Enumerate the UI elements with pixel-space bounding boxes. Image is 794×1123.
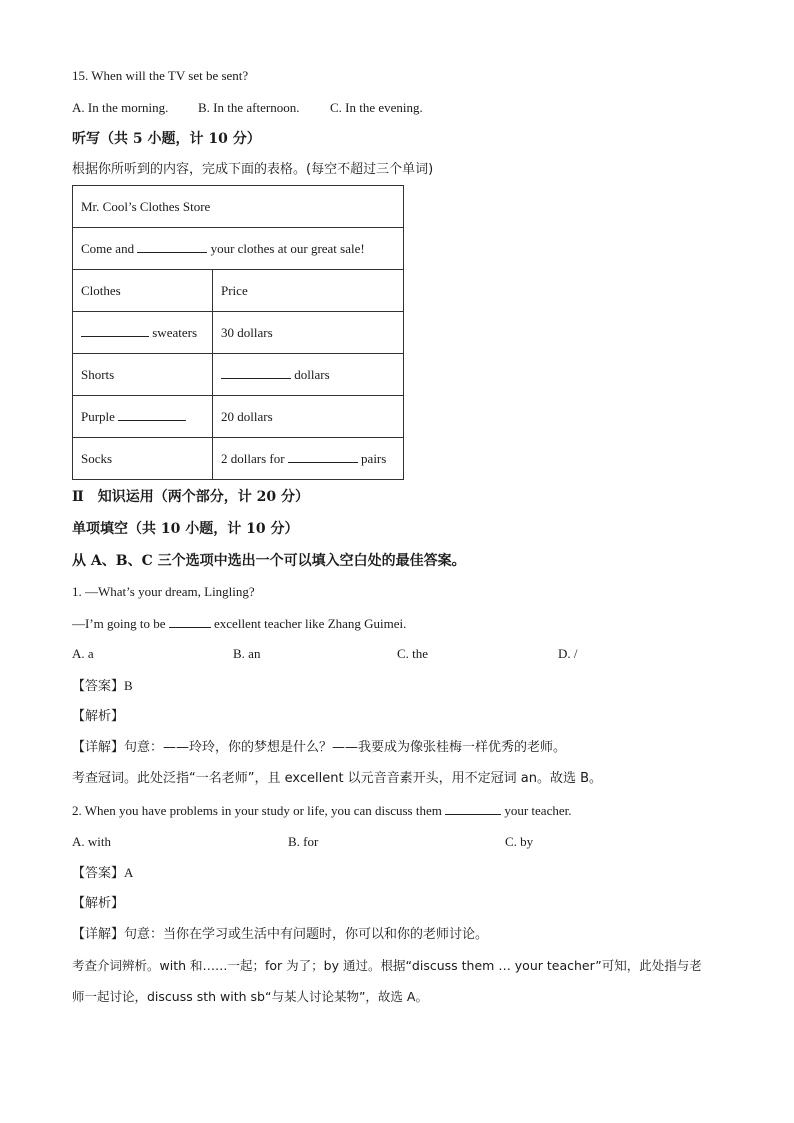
- q1-line-1: 1. —What’s your dream, Lingling?: [72, 584, 255, 599]
- q2-answer: 【答案】A: [72, 865, 134, 881]
- section-2-instruction: 从 A、B、C 三个选项中选出一个可以填入空白处的最佳答案。: [72, 553, 466, 569]
- q2-analysis-label: 【解析】: [72, 896, 125, 911]
- answer-blank[interactable]: [137, 240, 207, 253]
- table-row: sweaters 30 dollars: [73, 312, 404, 354]
- table-title: Mr. Cool’s Clothes Store: [73, 186, 404, 228]
- q1-option-b: B. an: [233, 646, 261, 661]
- table-sale-line: Come and your clothes at our great sale!: [73, 228, 404, 270]
- answer-blank[interactable]: [118, 408, 186, 421]
- q1-explanation: 考查冠词。此处泛指“一名老师”，且 excellent 以元音音素开头，用不定冠词 an。故选 B。: [72, 771, 603, 786]
- q2-option-c: C. by: [505, 834, 534, 849]
- table-row: Purple 20 dollars: [73, 396, 404, 438]
- q1-option-a: A. a: [72, 646, 94, 661]
- section-2-heading: Ⅱ 知识运用（两个部分，计 20 分）: [72, 489, 310, 505]
- q1-answer: 【答案】B: [72, 678, 133, 694]
- answer-blank[interactable]: [221, 366, 291, 379]
- table-row: Shorts dollars: [73, 354, 404, 396]
- listening-writing-heading: 听写（共 5 小题，计 10 分）: [72, 131, 261, 147]
- q2-explanation-line-2: 师一起讨论，discuss sth with sb“与某人讨论某物”，故选 A。: [72, 989, 428, 1004]
- section-2-subheading: 单项填空（共 10 小题，计 10 分）: [72, 521, 299, 537]
- listening-writing-instruction: 根据你所听到的内容，完成下面的表格。(每空不超过三个单词): [72, 162, 434, 177]
- q2-explanation-line-1: 考查介词辨析。with 和……一起；for 为了；by 通过。根据“discuss them … your teacher”可知，此处指与老: [72, 958, 702, 973]
- q1-line-2: —I’m going to be excellent teacher like Zhang Guimei.: [72, 616, 407, 631]
- table-header-clothes: Clothes: [73, 270, 213, 312]
- question-15: 15. When will the TV set be sent?: [72, 68, 249, 83]
- answer-blank[interactable]: [81, 324, 149, 337]
- table-row: Socks 2 dollars for pairs: [73, 438, 404, 480]
- q1-detail: 【详解】句意：——玲玲，你的梦想是什么？——我要成为像张桂梅一样优秀的老师。: [72, 740, 567, 755]
- q2-option-b: B. for: [288, 834, 319, 849]
- q15-option-c: C. In the evening.: [330, 100, 423, 115]
- q2-line-1: 2. When you have problems in your study or life, you can discuss them your teacher.: [72, 803, 572, 818]
- q1-option-d: D. /: [558, 646, 578, 661]
- q2-option-a: A. with: [72, 834, 111, 849]
- answer-blank[interactable]: [445, 802, 501, 815]
- answer-blank[interactable]: [288, 450, 358, 463]
- table-header-price: Price: [213, 270, 404, 312]
- q2-detail: 【详解】句意：当你在学习或生活中有问题时，你可以和你的老师讨论。: [72, 927, 489, 942]
- clothes-store-table: [72, 185, 404, 480]
- q1-option-c: C. the: [397, 646, 429, 661]
- q15-option-a: A. In the morning.: [72, 100, 169, 115]
- q1-analysis-label: 【解析】: [72, 709, 125, 724]
- q15-option-b: B. In the afternoon.: [198, 100, 300, 115]
- answer-blank[interactable]: [169, 615, 211, 628]
